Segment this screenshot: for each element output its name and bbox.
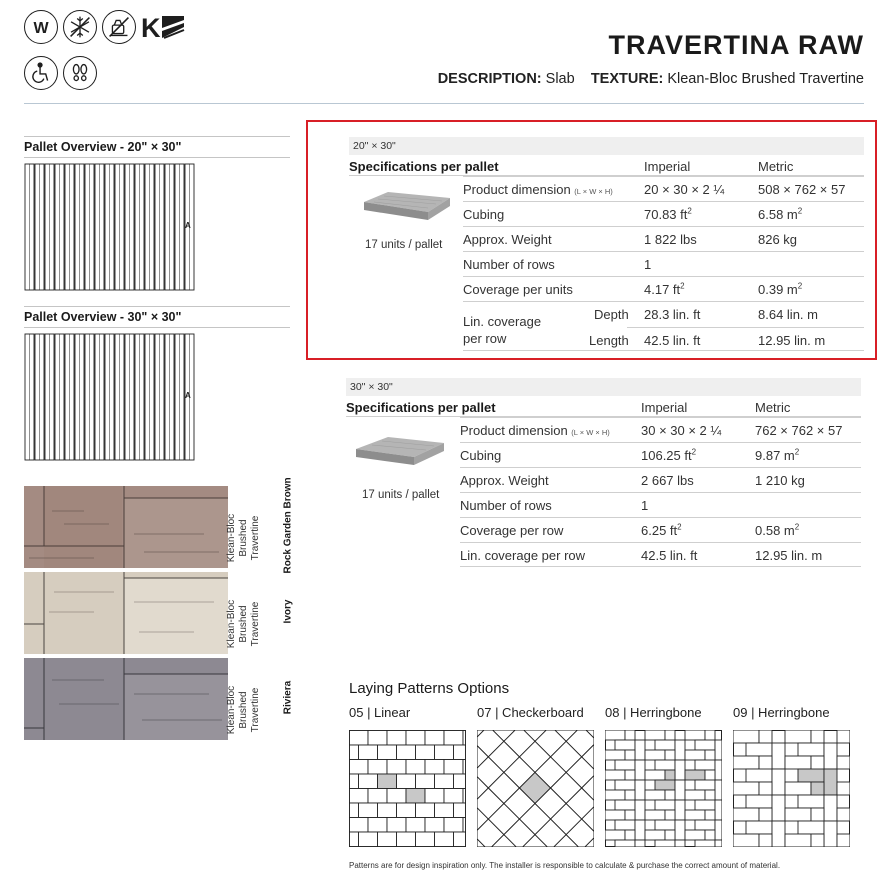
spec1-weight-metric: 826 kg (758, 232, 798, 247)
product-title: TRAVERTINA RAW (608, 30, 864, 60)
pallet-rule-top-2 (24, 306, 290, 307)
spec1-depth-imperial: 28.3 lin. ft (644, 307, 701, 322)
svg-text:W: W (33, 20, 49, 38)
pattern-linear (349, 730, 466, 847)
footprints-icon (63, 56, 97, 90)
spec1-dim-hint: (L × W × H) (574, 187, 613, 196)
spec2-row-weight (460, 467, 861, 492)
spec2-row-dimension (460, 417, 861, 442)
spec2-col-imperial: Imperial (641, 400, 688, 415)
swatch-ivory (24, 572, 228, 654)
spec1-col-imperial: Imperial (644, 159, 691, 174)
pallet-rule-top-1 (24, 136, 290, 137)
description-line (438, 71, 864, 87)
spec2-weight-imperial: 2 667 lbs (641, 473, 694, 488)
spec2-cubing-imperial: 106.25 ft (641, 448, 692, 463)
spec1-col-metric: Metric (758, 159, 794, 174)
spec1-row-weight (463, 226, 864, 251)
spec1-row-cubing: Cubing 70.83 $ft^2$ 6.58 $m^2$ (463, 201, 864, 226)
spec2-coverage-metric: 0.58 m (755, 523, 795, 538)
patterns-footnote: Patterns are for design inspiration only. The installer is responsible to calculate & purchase the correct amount of material. (349, 861, 781, 870)
spec1-length-metric: 12.95 lin. m (758, 333, 826, 348)
spec1-slab-image (358, 190, 454, 226)
spec1-dim-label: Product dimension (463, 182, 571, 197)
spec1-weight-imperial: 1 822 lbs (644, 232, 697, 247)
swatch-rock-garden-brown (24, 486, 228, 568)
spec2-dim-metric: 762 × 762 × 57 (755, 423, 843, 438)
swatch-texture-3: Klean-Bloc Brushed Travertine (226, 685, 261, 735)
freeze-thaw-icon (63, 10, 97, 44)
pallet-rule-bottom-1 (24, 157, 290, 158)
pattern-herringbone-08 (605, 730, 722, 847)
spec1-length-label: Length (589, 333, 629, 348)
spec1-coverage-metric: 0.39 m (758, 282, 798, 297)
texture-label: TEXTURE: (590, 71, 664, 87)
spec1-cubing-imperial: 70.83 ft (644, 207, 688, 222)
spec1-depth-metric: 8.64 lin. m (758, 307, 818, 322)
pallet-diagram-20x30 (24, 163, 196, 291)
description-value: Slab (545, 71, 575, 87)
swatch-name-2: Ivory (282, 599, 294, 624)
spec2-dim-imperial: 30 × 30 × 2 ¼ (641, 423, 722, 438)
spec2-heading: Specifications per pallet (346, 400, 496, 415)
spec1-rows-imperial: 1 (644, 257, 652, 272)
texture-value: Klean-Bloc Brushed Travertine (667, 71, 864, 87)
pallet-marker-2: A (185, 391, 191, 400)
spec2-units-per-pallet: 17 units / pallet (362, 489, 440, 501)
spec1-rows-label: Number of rows (463, 257, 555, 272)
spec2-col-metric: Metric (755, 400, 791, 415)
laying-patterns-title: Laying Patterns Options (349, 680, 510, 697)
description-label: DESCRIPTION: (437, 71, 542, 87)
spec2-lin-label: Lin. coverage per row (460, 548, 586, 563)
spec1-weight-label: Approx. Weight (463, 232, 552, 247)
spec2-slab-image (352, 435, 448, 471)
spec1-lin-label-1: Lin. coverage (463, 314, 542, 329)
no-salt-icon (102, 10, 136, 44)
pattern-label-checkerboard: 07 | Checkerboard (477, 705, 584, 720)
spec2-weight-label: Approx. Weight (460, 473, 549, 488)
spec1-dim-metric: 508 × 762 × 57 (758, 182, 846, 197)
spec1-lin-label-2: per row (463, 331, 507, 346)
pattern-herringbone-09 (733, 730, 850, 847)
spec1-row-lin-coverage (463, 301, 864, 351)
spec1-dim-imperial: 20 × 30 × 2 ¼ (644, 182, 725, 197)
svg-text:K: K (141, 13, 161, 42)
spec2-cubing-label: Cubing (460, 448, 502, 463)
spec2-row-coverage: Coverage per row 6.25 $ft^2$ 0.58 $m^2$ (460, 517, 861, 542)
swatch-name-1: Rock Garden Brown (282, 477, 294, 574)
spec2-coverage-imperial: 6.25 ft (641, 523, 678, 538)
spec1-row-dimension (463, 176, 864, 201)
spec2-rows-label: Number of rows (460, 498, 552, 513)
swatch-texture-1: Klean-Bloc Brushed Travertine (226, 513, 261, 563)
spec2-rows-imperial: 1 (641, 498, 649, 513)
spec1-cubing-metric: 6.58 m (758, 207, 798, 222)
pallet-diagram-30x30 (24, 333, 196, 461)
spec1-heading: Specifications per pallet (349, 159, 499, 174)
spec1-units-per-pallet: 17 units / pallet (365, 239, 443, 251)
pattern-label-herringbone-09: 09 | Herringbone (733, 705, 830, 720)
spec2-row-cubing: Cubing 106.25 $ft^2$ 9.87 $m^2$ (460, 442, 861, 467)
spec1-cubing-label: Cubing (463, 207, 505, 222)
spec2-cubing-metric: 9.87 m (755, 448, 795, 463)
pattern-checkerboard (477, 730, 594, 847)
w-rating-icon (24, 10, 58, 44)
spec1-size-band: 20" × 30" (349, 137, 864, 155)
swatch-name-3: Riviera (282, 680, 294, 715)
spec2-weight-metric: 1 210 kg (755, 473, 805, 488)
spec1-coverage-imperial: 4.17 ft (644, 282, 681, 297)
pallet-rule-bottom-2 (24, 327, 290, 328)
spec2-lin-metric: 12.95 lin. m (755, 548, 823, 563)
swatch-riviera (24, 658, 228, 740)
klean-bloc-logo (141, 12, 185, 42)
spec2-coverage-label: Coverage per row (460, 523, 564, 538)
spec1-coverage-label: Coverage per units (463, 282, 573, 297)
spec1-depth-label: Depth (594, 307, 629, 322)
pallet-marker-1: A (185, 221, 191, 230)
spec2-lin-imperial: 42.5 lin. ft (641, 548, 698, 563)
spec2-dim-hint: (L × W × H) (571, 428, 610, 437)
pallet-overview-title-1: Pallet Overview - 20" × 30" (24, 140, 182, 154)
spec2-row-lin-coverage (460, 542, 861, 567)
swatch-texture-2: Klean-Bloc Brushed Travertine (226, 599, 261, 649)
accessibility-icon (24, 56, 58, 90)
pattern-label-herringbone-08: 08 | Herringbone (605, 705, 702, 720)
pallet-overview-title-2: Pallet Overview - 30" × 30" (24, 310, 182, 324)
spec1-row-coverage: Coverage per units 4.17 $ft^2$ 0.39 $m^2$ (463, 276, 864, 301)
spec1-row-rows (463, 251, 864, 276)
header-divider (24, 103, 864, 104)
pattern-label-linear: 05 | Linear (349, 705, 411, 720)
spec1-length-imperial: 42.5 lin. ft (644, 333, 701, 348)
spec2-dim-label: Product dimension (460, 423, 568, 438)
spec2-size-band: 30" × 30" (346, 378, 861, 396)
spec2-row-rows (460, 492, 861, 517)
